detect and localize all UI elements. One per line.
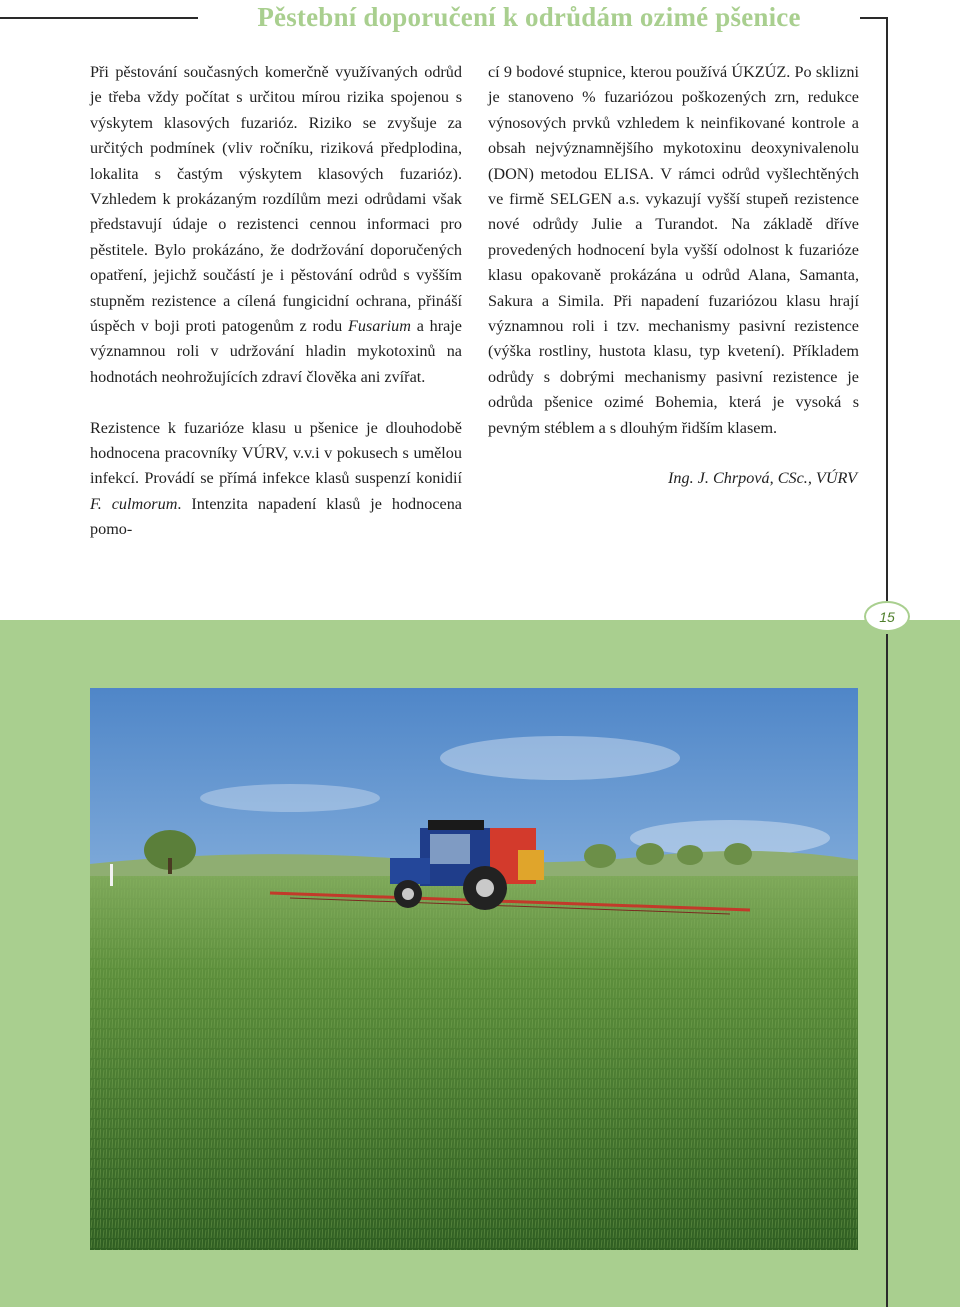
- author-signature: Ing. J. Chrpová, CSc., VÚRV: [668, 469, 857, 488]
- page-title: Pěstební doporučení k odrůdám ozimé pšenice: [257, 2, 801, 32]
- page-number-badge: 15: [864, 601, 910, 632]
- field-sprayer-photo: [90, 688, 858, 1250]
- species-name: F. culmorum: [90, 494, 178, 513]
- margin-rule-lower: [886, 634, 888, 1307]
- genus-name: Fusarium: [347, 317, 411, 336]
- header-rule-left: [0, 17, 198, 19]
- text-column-right: [488, 60, 859, 492]
- paragraph-testing: Rezistence k fuzarióze klasu u pšenice je dlouhodobě hodnocena pracovníky VÚRV, v.v.i v pokusech s umělou infekcí. Provádí se přímá infekce klasů suspenzí konidií F. culmorum. Intenzita napadení klasů je hodnocena pomo-: [90, 418, 462, 539]
- paragraph-resistance-intro: Při pěstování současných komerčně využívaných odrůd je třeba vždy počítat s určitou mírou rizika spojenou s výskytem klasových fuzarióz. Riziko se zvyšuje za určitých podmínek (vliv ročníku, riziková předplodina, lokalita s častým výskytem klasových fuzarióz). Vzhledem k prokázaným rozdílům mezi odrůdami však představují údaje o rezistenci cennou informaci pro pěstitele. Bylo prokázáno, že dodržování doporučených opatření, jejichž součástí je i pěstování odrůd s vyšším stupněm rezistence a cílená fungicidní ochrana, přináší úspěch v boji proti patogenům z rodu Fusarium a hraje významnou roli v udržování hladin mykotoxinů na hodnotách neohrožujících zdraví člověka ani zvířat.: [90, 63, 462, 386]
- paragraph-varieties: cí 9 bodové stupnice, kterou používá ÚKZÚZ. Po sklizni je stanoveno % fuzariózou poškozených zrn, redukce výnosových prvků vzhledem k neinfikované kontrole a obsah nejvýznamnějšího mykotoxinu deoxynivalenolu (DON) metodou ELISA. V rámci odrůd vyšlechtěných ve firmě SELGEN a.s. vykazují vyšší stupeň rezistence nové odrůdy Julie a Turandot. Na základě dříve provedených hodnocení byla vyšší odolnost k fuzarióze klasu opakovaně prokázána u odrůd Alana, Samanta, Sakura a Simila. Při napadení fuzariózou klasu hrají významnou roli i tzv. mechanismy pasivní rezistence (výška rostliny, hustota klasu, typ kvetení). Příkladem odrůdy s dobrými mechanismy pasivní rezistence je odrůda pšenice ozimé Bohemia, která je vysoká s pevným stéblem a s dlouhým řidším klasem.: [488, 63, 859, 437]
- margin-rule-upper: [886, 17, 888, 614]
- header-rule-right: [860, 17, 888, 19]
- text-column-left: [90, 60, 462, 543]
